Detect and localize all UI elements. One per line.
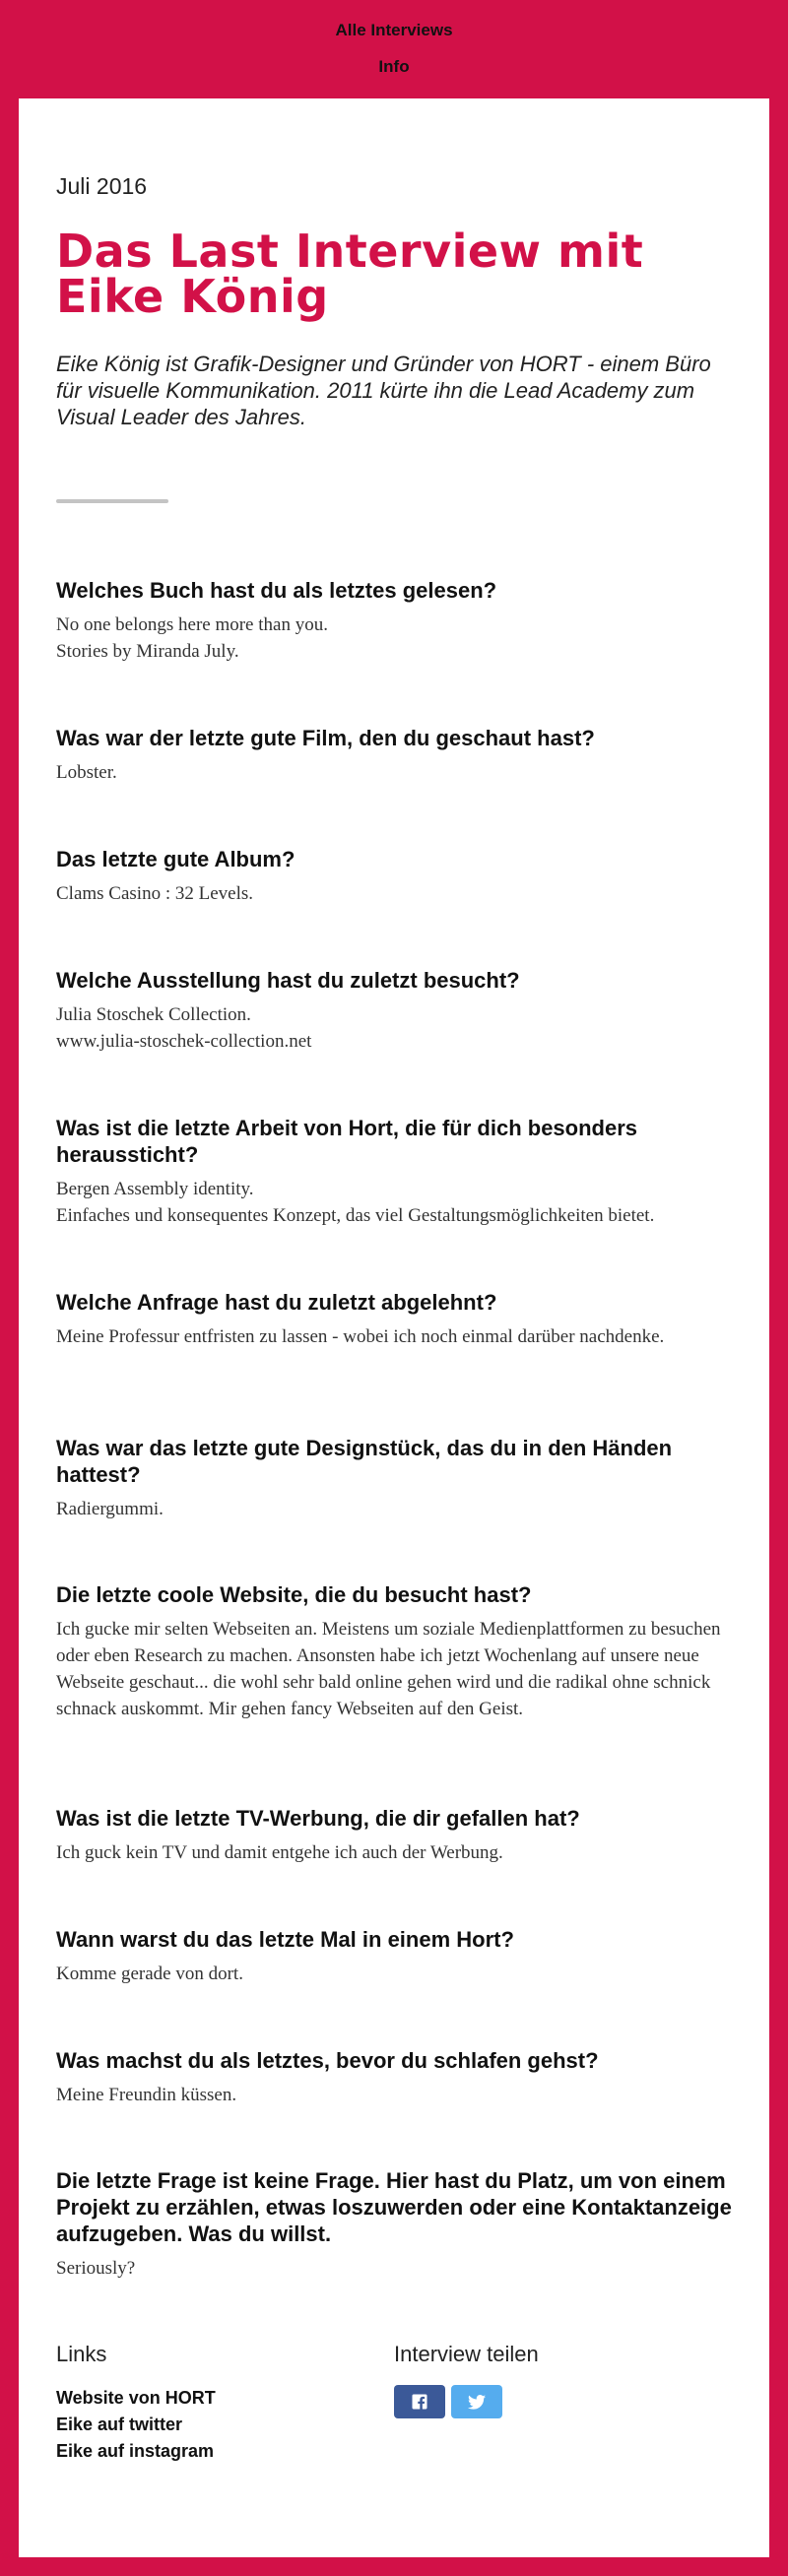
qa-item (56, 1115, 736, 1229)
qa-item (56, 1805, 736, 1866)
link-twitter[interactable]: Eike auf twitter (56, 2415, 183, 2434)
link-hort-website[interactable]: Website von HORT (56, 2388, 216, 2408)
top-navigation (0, 0, 788, 98)
answer: No one belongs here more than you. Stories by Miranda July. (56, 614, 328, 662)
article-title: Das Last Interview mit Eike König (56, 225, 644, 323)
nav-info-link[interactable]: Info (378, 57, 410, 76)
qa-item (56, 2047, 736, 2108)
answer: Seriously? (56, 2258, 136, 2279)
question: Was ist die letzte Arbeit von Hort, die für dich besonders heraussticht? (56, 1116, 638, 1167)
answer: Julia Stoschek Collection. www.julia-stoschek-collection.net (56, 1004, 312, 1052)
share-facebook-button[interactable] (394, 2385, 445, 2418)
answer: Bergen Assembly identity. Einfaches und konsequentes Konzept, das viel Gestaltungsmöglichkeiten bietet. (56, 1179, 655, 1226)
qa-item (56, 1435, 736, 1522)
qa-item (56, 2167, 736, 2282)
twitter-icon (468, 2395, 486, 2410)
question: Was war das letzte gute Designstück, das du in den Händen hattest? (56, 1436, 673, 1487)
qa-item (56, 1289, 736, 1350)
question: Was war der letzte gute Film, den du geschaut hast? (56, 726, 595, 750)
question: Die letzte coole Website, die du besucht hast? (56, 1582, 532, 1607)
qa-item (56, 846, 736, 907)
qa-item (56, 577, 736, 665)
links-heading: Links (56, 2342, 107, 2366)
answer: Clams Casino : 32 Levels. (56, 883, 254, 904)
question: Was machst du als letztes, bevor du schlafen gehst? (56, 2048, 599, 2073)
question: Welche Ausstellung hast du zuletzt besucht? (56, 968, 520, 993)
qa-item (56, 1581, 736, 1722)
answer: Meine Professur entfristen zu lassen - wobei ich noch einmal darüber nachdenke. (56, 1326, 665, 1347)
article-date: Juli 2016 (56, 173, 148, 199)
question: Die letzte Frage ist keine Frage. Hier hast du Platz, um von einem Projekt zu erzählen, etwas loszuwerden oder eine Kontaktanzeige aufzugeben. Was du willst. (56, 2168, 732, 2246)
nav-all-interviews-link[interactable]: Alle Interviews (335, 21, 453, 39)
article-card (19, 98, 769, 2557)
link-instagram[interactable]: Eike auf instagram (56, 2441, 215, 2461)
answer: Ich guck kein TV und damit entgehe ich auch der Werbung. (56, 1842, 503, 1863)
answer: Lobster. (56, 762, 117, 783)
qa-item (56, 1926, 736, 1987)
question: Das letzte gute Album? (56, 847, 296, 871)
facebook-icon (412, 2394, 427, 2410)
answer: Radiergummi. (56, 1499, 164, 1519)
share-heading: Interview teilen (394, 2342, 539, 2366)
divider (56, 499, 168, 503)
share-buttons (394, 2385, 502, 2418)
share-twitter-button[interactable] (451, 2385, 502, 2418)
question: Wann warst du das letzte Mal in einem Hort? (56, 1927, 514, 1952)
qa-item (56, 967, 736, 1055)
answer: Meine Freundin küssen. (56, 2085, 237, 2105)
question: Was ist die letzte TV-Werbung, die dir gefallen hat? (56, 1806, 580, 1831)
answer: Komme gerade von dort. (56, 1964, 243, 1984)
qa-item (56, 725, 736, 786)
question: Welche Anfrage hast du zuletzt abgelehnt? (56, 1290, 497, 1315)
links-list (56, 2385, 216, 2465)
answer: Ich gucke mir selten Webseiten an. Meistens um soziale Medienplattformen zu besuchen oder eben Research zu machen. Ansonsten habe ich jetzt Wochenlang auf unsere neue Webseite geschaut... die wohl sehr bald online gehen wird und die radikal ohne schnick schnack auskommt. Mir gehen fancy Webseiten auf den Geist. (56, 1619, 721, 1719)
article-lead: Eike König ist Grafik-Designer und Gründer von HORT - einem Büro für visuelle Kommunikation. 2011 kürte ihn die Lead Academy zum Visual Leader des Jahres. (56, 352, 711, 429)
question: Welches Buch hast du als letztes gelesen? (56, 578, 497, 603)
